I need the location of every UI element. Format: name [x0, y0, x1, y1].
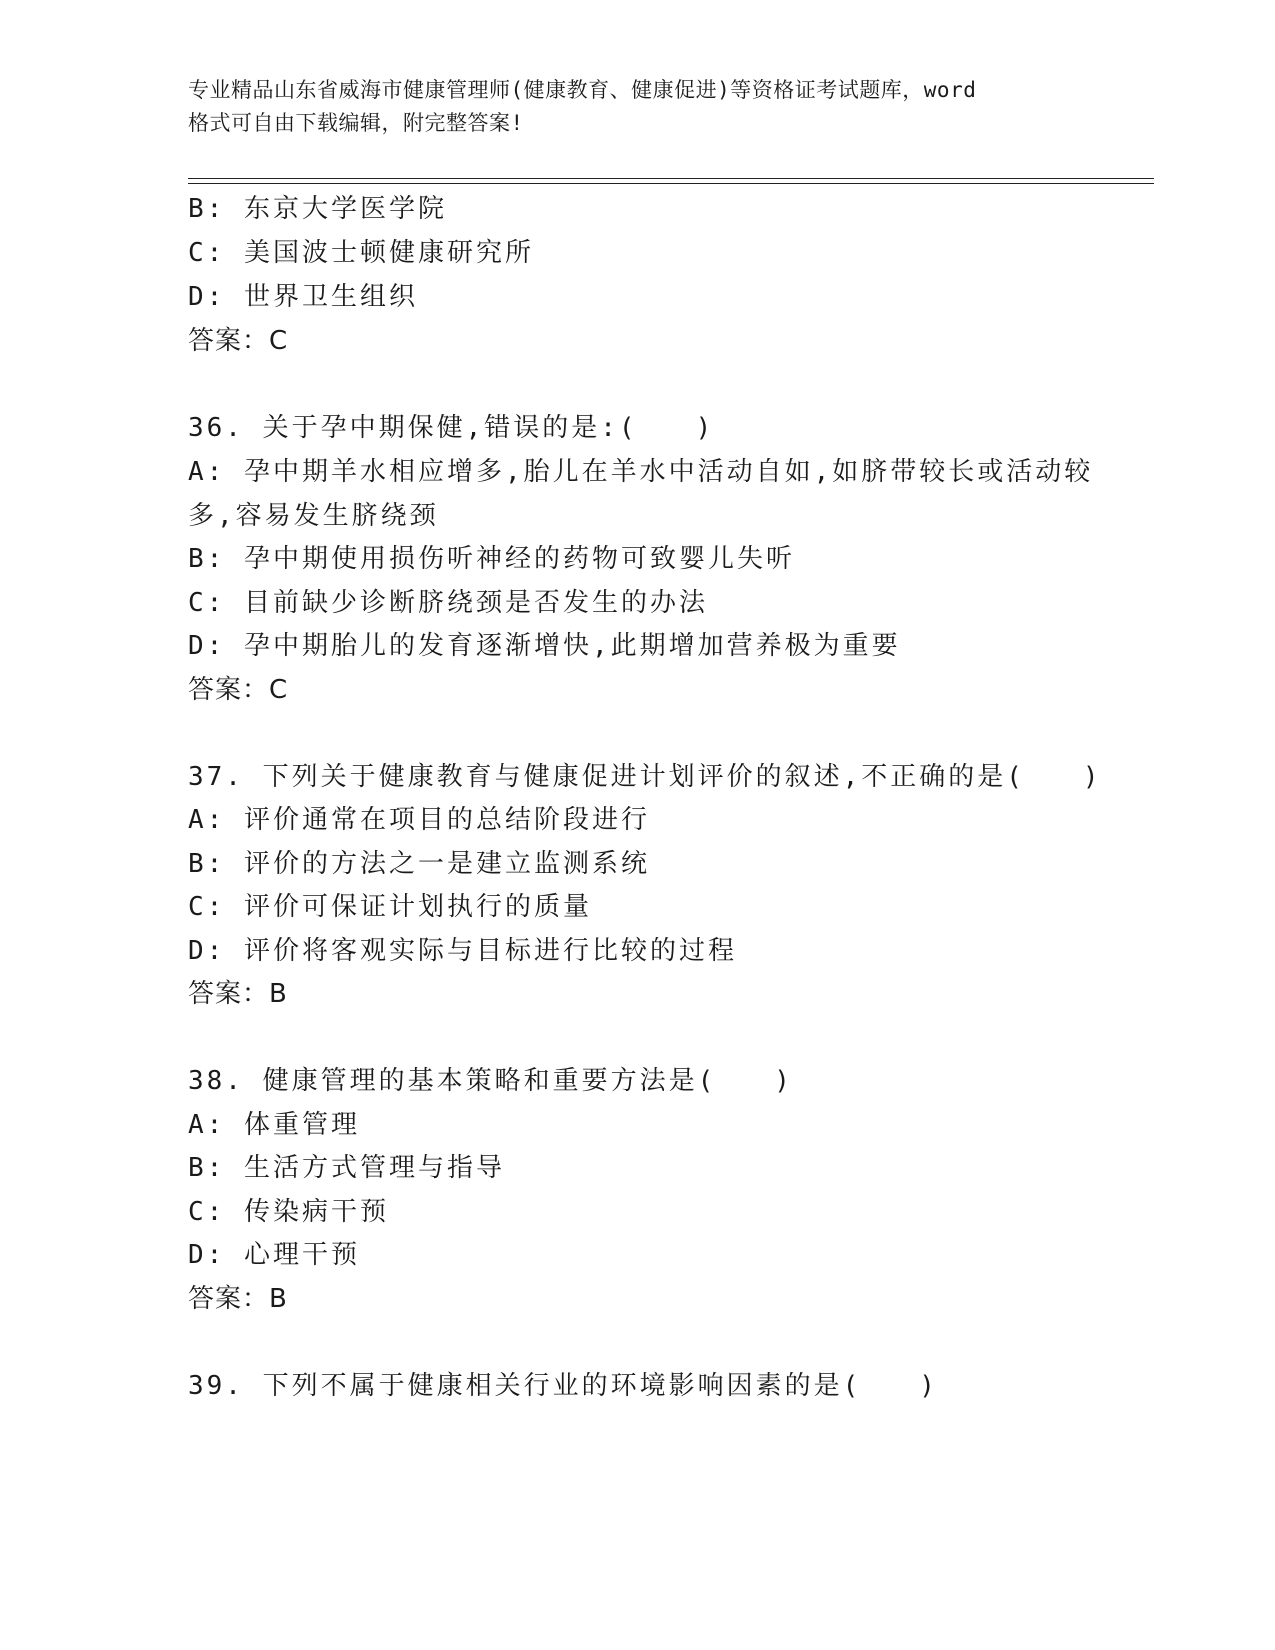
q38-answer: 答案：B	[188, 1284, 288, 1314]
q37-option-c: C: 评价可保证计划执行的质量	[188, 892, 592, 922]
prev-option-d: D: 世界卫生组织	[188, 282, 418, 312]
q39-stem: 39. 下列不属于健康相关行业的环境影响因素的是( )	[188, 1371, 938, 1401]
q38-option-d: D: 心理干预	[188, 1240, 360, 1270]
header-divider-top	[188, 178, 1154, 179]
q36-stem: 36. 关于孕中期保健,错误的是:( )	[188, 413, 715, 443]
q37-option-a: A: 评价通常在项目的总结阶段进行	[188, 805, 650, 835]
q37-answer: 答案：B	[188, 979, 288, 1009]
q36-option-c: C: 目前缺少诊断脐绕颈是否发生的办法	[188, 588, 708, 618]
q38-option-c: C: 传染病干预	[188, 1197, 389, 1227]
header-divider-bottom	[188, 183, 1154, 184]
q37-option-b: B: 评价的方法之一是建立监测系统	[188, 849, 650, 879]
q38-option-a: A: 体重管理	[188, 1110, 360, 1140]
q37-stem: 37. 下列关于健康教育与健康促进计划评价的叙述,不正确的是( )	[188, 762, 1102, 792]
prev-answer: 答案：C	[188, 326, 289, 356]
q37-option-d: D: 评价将客观实际与目标进行比较的过程	[188, 936, 737, 966]
q36-option-a-line2: 多,容易发生脐绕颈	[188, 501, 439, 531]
prev-option-c: C: 美国波士顿健康研究所	[188, 238, 534, 268]
q38-option-b: B: 生活方式管理与指导	[188, 1153, 505, 1183]
q38-stem: 38. 健康管理的基本策略和重要方法是( )	[188, 1066, 793, 1096]
header-line-1: 专业精品山东省威海市健康管理师(健康教育、健康促进)等资格证考试题库，word	[188, 78, 977, 102]
header-line-2: 格式可自由下载编辑，附完整答案!	[188, 111, 524, 135]
q36-option-d: D: 孕中期胎儿的发育逐渐增快,此期增加营养极为重要	[188, 631, 901, 661]
q36-option-a-line1: A: 孕中期羊水相应增多,胎儿在羊水中活动自如,如脐带较长或活动较	[188, 457, 1094, 487]
document-header	[188, 74, 1108, 140]
prev-option-b: B: 东京大学医学院	[188, 194, 447, 224]
q36-answer: 答案：C	[188, 675, 289, 705]
q36-option-b: B: 孕中期使用损伤听神经的药物可致婴儿失听	[188, 544, 795, 574]
